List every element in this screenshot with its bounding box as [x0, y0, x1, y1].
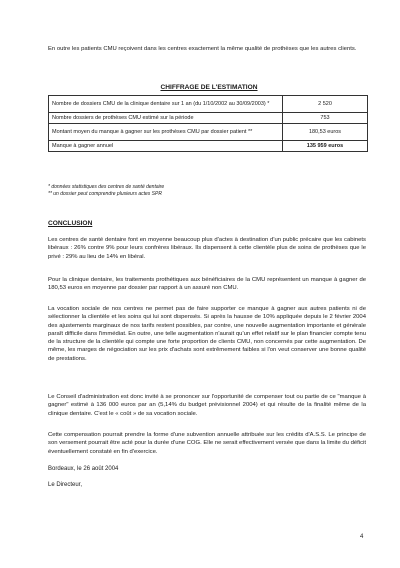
table-row [49, 124, 368, 141]
row-label: Manque à gagner annuel [49, 141, 283, 152]
estimate-heading: CHIFFRAGE DE L'ESTIMATION [160, 84, 258, 91]
intro-paragraph: En outre les patients CMU reçoivent dans les centres exactement la même qualité de prothèses que les autres clients. [48, 46, 357, 52]
table-row [49, 96, 368, 113]
footnote: ** un dossier peut comprendre plusieurs actes SPR [48, 191, 162, 197]
table-row [49, 141, 368, 152]
estimate-table [48, 95, 368, 152]
body-paragraph: La vocation sociale de nos centres ne permet pas de faire supporter ce manque à gagner aux autres patients ni de sélectionner la clientèle et les soins qui lui sont dispensés. Si après la hausse de 10% appliquée depuis le 2 février 2004 des ajustements marginaux de nos tarifs restent possibles, par contre, une nouvelle augmentation importante et générale paraît difficile dans l'immédiat. En outre, une telle augmentation n'aurait qu'un effet relatif sur le plan financier compte tenu de la structure de la clientèle qui compte une forte proportion de clients CMU, non concernés par cette augmentation. De même, les marges de négociation sur les prix d'achats sont extrêmement faibles si l'on veut conserver une bonne qualité de prestations. [48, 306, 366, 362]
signature-line: Le Directeur, [48, 482, 83, 488]
row-label: Montant moyen du manque à gagner sur les prothèses CMU par dossier patient ** [49, 124, 283, 141]
body-paragraph: Les centres de santé dentaire font en moyenne beaucoup plus d'actes à destination d'un public précaire que les cabinets libéraux : 26% contre 9% pour leurs confrères libéraux. Ils dispensent à cette clientèle plus de soins de prothèses que le privé : 29% au lieu de 14% en libéral. [48, 237, 366, 260]
body-paragraph: Cette compensation pourrait prendre la forme d'une subvention annuelle attribuée sur les crédits d'A.S.S. Le principe de son versement pourrait être acté pour la durée d'une COG. Elle ne serait effectivement versée que dans la limite du déficit éventuellement constaté en fin d'exercice. [48, 432, 366, 455]
page-number: 4 [360, 534, 364, 540]
footnote: * données statistiques des centres de santé dentaire [48, 184, 165, 190]
row-value: 2 520 [283, 96, 368, 113]
row-value: 135 959 euros [283, 141, 368, 152]
conclusion-heading: CONCLUSION [48, 220, 93, 227]
row-value: 753 [283, 113, 368, 124]
row-label: Nombre dossiers de prothèses CMU estimé sur la période [49, 113, 283, 124]
row-label: Nombre de dossiers CMU de la clinique dentaire sur 1 an (du 1/10/2002 au 30/09/2003) * [49, 96, 283, 113]
date-line: Bordeaux, le 26 août 2004 [48, 466, 119, 472]
row-value: 180,53 euros [283, 124, 368, 141]
table-row [49, 113, 368, 124]
body-paragraph: Pour la clinique dentaire, les traitements prothétiques aux bénéficiaires de la CMU représentent un manque à gagner de 180,53 euros en moyenne par dossier par rapport à un assuré non CMU. [48, 277, 366, 292]
body-paragraph: Le Conseil d'administration est donc invité à se prononcer sur l'opportunité de compenser tout ou partie de ce "manque à gagner" estimé à 136 000 euros par an (5,14% du budget prévisionnel 2004) et qui résulte de la finalité même de la clinique dentaire. C'est le « coût » de sa vocation sociale. [48, 394, 366, 417]
